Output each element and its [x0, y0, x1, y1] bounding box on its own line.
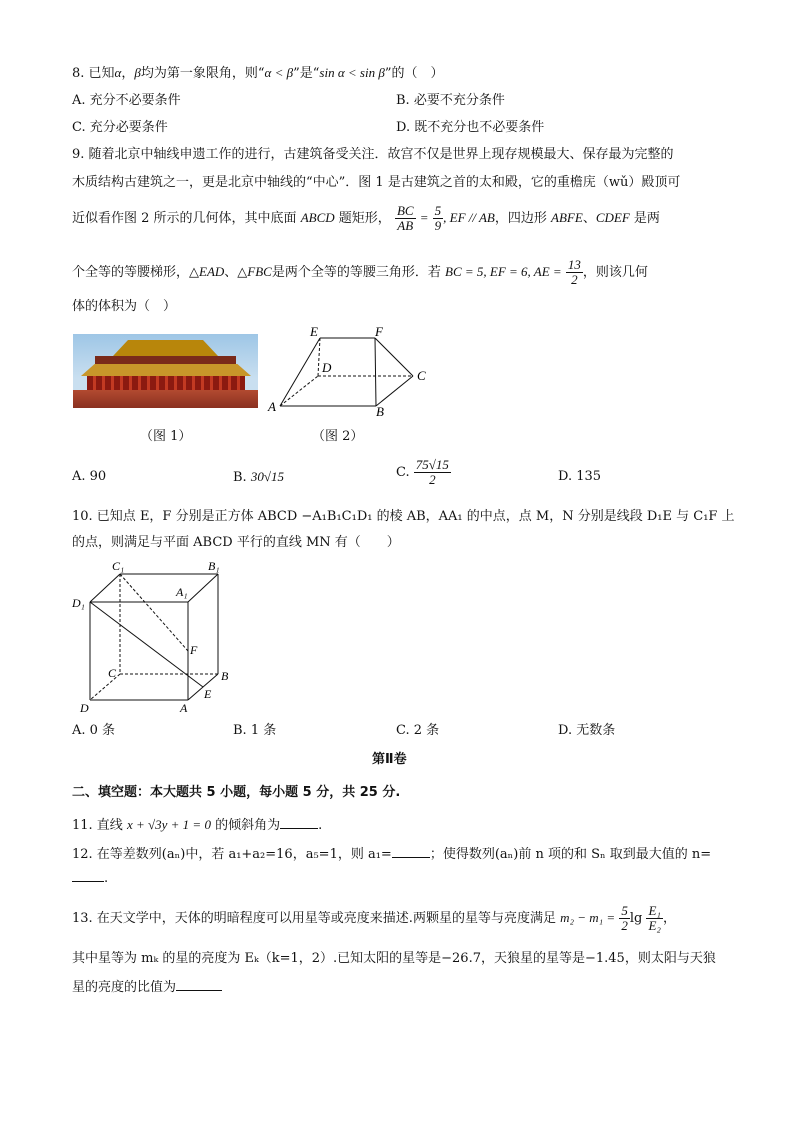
cube-figure: [68, 556, 238, 716]
q10-line2: 的点，则满足与平面 ABCD 平行的直线 MN 有（ ）: [72, 535, 400, 550]
q10-option-d: D. 无数条: [558, 723, 616, 738]
q13-line1: 13. 在天文学中，天体的明暗程度可以用星等或亮度来描述.两颗星的星等与亮度满足 m₂ − m₁ = $\frac{5}{2}$ lg $\frac{\text{E₁}}{\text{E₂}}$ ，: [72, 903, 676, 933]
label-d: D: [322, 360, 332, 375]
q9-option-d: D. 135: [558, 469, 602, 484]
q10-option-a: A. 0 条: [72, 723, 116, 738]
q9-option-b: B. 30√15: [233, 469, 284, 485]
label-c: C: [417, 368, 426, 383]
q9-line2: 木质结构古建筑之一，更是北京中轴线的“中心”．图 1 是古建筑之首的太和殿，它的重檐庑（wǔ）殿顶可: [72, 175, 681, 190]
label-b: B: [221, 669, 229, 683]
label-c1: C₁: [112, 559, 125, 573]
q8-option-c: C. 充分必要条件: [72, 120, 168, 135]
part2-title: 第Ⅱ卷: [372, 752, 407, 767]
q9-line3: 近似看作图 2 所示的几何体，其中底面 ABCD 题矩形， $\frac{BC}{AB}$ = $\frac{5}{9}$ , EF // AB，四边形 ABFE、CDEF 是两: [72, 203, 660, 233]
fraction-5-2: $\frac{5}{2}$: [621, 903, 628, 933]
q9-option-c: C. $\frac{75√15}{2}$: [396, 457, 449, 487]
fraction-13-2: $\frac{13}{2}$: [567, 257, 581, 287]
label-e: E: [310, 324, 318, 339]
answer-blank[interactable]: [392, 844, 430, 858]
fraction-bc-ab: $\frac{BC}{AB}$: [396, 203, 414, 233]
q13-line2: 其中星等为 mₖ 的星的亮度为 Eₖ（k=1，2）.已知太阳的星等是−26.7，天狼星的星等是−1.45，则太阳与天狼: [72, 951, 716, 966]
q10-option-b: B. 1 条: [233, 723, 277, 738]
q10-line1: 10. 已知点 E，F 分别是正方体 ABCD −A₁B₁C₁D₁ 的棱 AB，AA₁ 的中点，点 M，N 分别是线段 D₁E 与 C₁F 上: [72, 509, 735, 524]
label-c: C: [108, 666, 117, 680]
label-b: B: [376, 404, 384, 419]
answer-blank[interactable]: [176, 977, 222, 991]
q9-line1: 9. 随着北京中轴线申遗工作的进行，古建筑备受关注．故宫不仅是世界上现存规模最大、保存最为完整的: [72, 147, 674, 162]
taihe-hall-photo: [73, 334, 258, 408]
answer-blank[interactable]: [280, 815, 318, 829]
label-a1: A₁: [176, 585, 188, 599]
label-a: A: [180, 701, 188, 715]
label-e: E: [204, 687, 212, 701]
label-f: F: [190, 643, 198, 657]
figure2-geometry: [260, 322, 440, 422]
q12-line1: 12. 在等差数列(aₙ)中，若 a₁+a₂=16，a₅=1，则 a₁= ；使得数列(aₙ)前 n 项的和 Sₙ 取到最大值的 n=: [72, 844, 711, 864]
fraction-5-9: $\frac{5}{9}$: [434, 203, 442, 233]
fraction-75root15-2: $\frac{75√15}{2}$: [415, 457, 449, 487]
figure1-caption: （图 1）: [140, 429, 192, 444]
q8-option-a: A. 充分不必要条件: [72, 93, 181, 108]
label-d: D: [80, 701, 89, 715]
q8-option-b: B. 必要不充分条件: [396, 93, 505, 108]
q13-line3: 星的亮度的比值为: [72, 977, 222, 997]
label-d1: D₁: [72, 596, 85, 610]
label-b1: B₁: [208, 559, 220, 573]
fraction-e1-e2: $\frac{\text{E₁}}{\text{E₂}}$: [648, 903, 661, 933]
q11: 11. 直线 x + √3y + 1 = 0 的倾斜角为 .: [72, 817, 323, 833]
q10-option-c: C. 2 条: [396, 723, 440, 738]
q8-stem: 8. 已知α，β均为第一象限角，则“α < β”是“sin α < sin β”的（ ）: [72, 65, 444, 81]
q9-line5: 体的体积为（ ）: [72, 299, 177, 314]
label-f: F: [375, 324, 383, 339]
q8-option-d: D. 既不充分也不必要条件: [396, 120, 545, 135]
label-a: A: [268, 399, 276, 414]
answer-blank[interactable]: [72, 868, 104, 882]
q12-line2: .: [72, 868, 108, 888]
q9-line4: 个全等的等腰梯形，△EAD、△FBC是两个全等的等腰三角形．若 BC = 5, EF = 6, AE = $\frac{13}{2}$ ，则该几何: [72, 257, 648, 287]
q9-option-a: A. 90: [72, 469, 107, 484]
fill-blank-section-heading: 二、填空题：本大题共 5 小题，每小题 5 分，共 25 分.: [72, 785, 401, 800]
figure2-caption: （图 2）: [312, 429, 364, 444]
